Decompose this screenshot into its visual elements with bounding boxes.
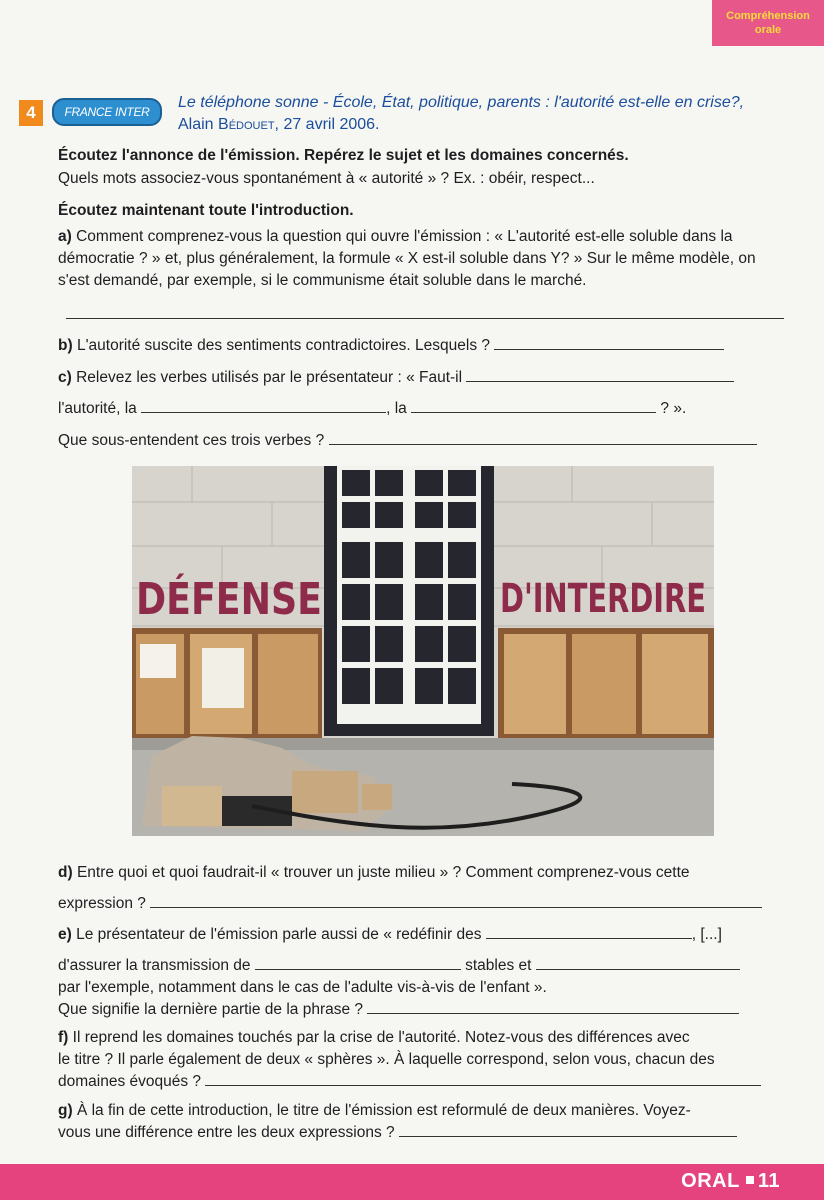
question-c-label: c) — [58, 369, 72, 386]
answer-line-c4[interactable] — [329, 430, 757, 445]
graffiti-left: DÉFENSE — [136, 574, 362, 625]
question-d-label: d) — [58, 864, 73, 881]
answer-line-a[interactable] — [66, 318, 784, 319]
question-e-line4 — [58, 999, 739, 1021]
question-b-text: L'autorité suscite des sentiments contradictoires. Lesquels ? — [76, 337, 491, 354]
right-board-3 — [642, 634, 708, 734]
section-tab-line2: orale — [754, 24, 782, 36]
question-g-line2 — [58, 1122, 737, 1144]
question-c-text2b: , la — [386, 400, 407, 417]
answer-line-c3[interactable] — [411, 398, 656, 413]
question-c-line2 — [58, 398, 686, 420]
question-f-label: f) — [58, 1029, 69, 1046]
poster-left — [140, 644, 176, 678]
question-f-text3: domaines évoqués ? — [58, 1073, 202, 1090]
question-f-text1: Il reprend les domaines touchés par la crise de l'autorité. Notez-vous des différences avec — [72, 1029, 690, 1046]
exercise-source — [178, 114, 380, 135]
answer-line-e4[interactable] — [367, 999, 739, 1014]
question-e-text1a: Le présentateur de l'émission parle aussi de « redéfinir des — [76, 926, 482, 943]
question-c-line3 — [58, 430, 757, 452]
right-board-1 — [504, 634, 566, 734]
graffiti-right: D'INTERDIRE — [500, 576, 706, 622]
answer-line-b[interactable] — [494, 335, 724, 350]
question-a-text: Comment comprenez-vous la question qui ouvre l'émission : « L'autorité est-elle soluble dans la démocratie ? » et, plus généralement, la formule « X est-il soluble dans Y? » Sur le même modèle, on s'est demandé, par exemple, si le communisme était soluble dans le marché. — [58, 228, 756, 289]
answer-line-f[interactable] — [205, 1071, 761, 1086]
question-e-label: e) — [58, 926, 72, 943]
section-tab-line1: Compréhension — [726, 10, 810, 22]
question-c — [58, 367, 734, 389]
question-c-text1: Relevez les verbes utilisés par le présentateur : « Faut-il — [76, 369, 463, 386]
instruction-2: Écoutez maintenant toute l'introduction. — [58, 202, 354, 219]
question-c-text2c: ? ». — [660, 400, 687, 417]
question-g-text1: À la fin de cette introduction, le titre de l'émission est reformulé de deux manières. Voyez- — [76, 1102, 691, 1119]
question-a — [58, 226, 786, 292]
exercise-title: Le téléphone sonne - École, État, politique, parents : l'autorité est-elle en crise?, — [178, 94, 745, 111]
question-e-text1b: , [...] — [691, 926, 722, 943]
question-d-text1: Entre quoi et quoi faudrait-il « trouver un juste milieu » ? Comment comprenez-vous cette — [76, 864, 690, 881]
answer-line-c2[interactable] — [141, 398, 386, 413]
left-board-3 — [258, 634, 318, 734]
question-b-label: b) — [58, 337, 73, 354]
question-c-text3: Que sous-entendent ces trois verbes ? — [58, 432, 325, 449]
answer-line-e1[interactable] — [486, 924, 692, 939]
answer-line-e3[interactable] — [536, 955, 740, 970]
question-f-text2: le titre ? Il parle également de deux « sphères ». À laquelle correspond, selon vous, chacun des — [58, 1051, 715, 1068]
question-f-line3 — [58, 1071, 761, 1093]
section-tab — [712, 0, 824, 46]
question-a-label: a) — [58, 228, 72, 245]
poster-center — [202, 648, 244, 708]
question-g-label: g) — [58, 1102, 73, 1119]
question-e-line2 — [58, 955, 740, 977]
right-board-2 — [572, 634, 636, 734]
footer-label — [681, 1170, 780, 1193]
question-e-text2b: stables et — [465, 957, 532, 974]
answer-line-e2[interactable] — [255, 955, 461, 970]
question-d-text2: expression ? — [58, 895, 146, 912]
instruction-1: Écoutez l'annonce de l'émission. Repérez le sujet et les domaines concernés. — [58, 147, 629, 164]
question-e-text3: par l'exemple, notamment dans le cas de l'adulte vis-à-vis de l'enfant ». — [58, 979, 547, 996]
question-c-text2a: l'autorité, la — [58, 400, 137, 417]
broadcast-date: , 27 avril 2006. — [274, 116, 380, 133]
question-b — [58, 335, 724, 357]
author-first: Alain — [178, 116, 214, 133]
question-e — [58, 924, 722, 946]
graffiti-photo — [132, 466, 714, 836]
answer-line-c1[interactable] — [466, 367, 734, 382]
exercise-number: 4 — [19, 100, 43, 126]
author-last: Bédouet — [218, 116, 275, 133]
answer-line-g[interactable] — [399, 1122, 737, 1137]
footer-section: ORAL — [681, 1170, 740, 1192]
question-f — [58, 1027, 690, 1049]
question-g — [58, 1100, 691, 1122]
question-e-text2a: d'assurer la transmission de — [58, 957, 251, 974]
france-inter-logo: FRANCE INTER — [52, 98, 162, 126]
answer-line-d[interactable] — [150, 893, 762, 908]
footer-square-icon — [746, 1176, 754, 1184]
question-e-text4: Que signifie la dernière partie de la phrase ? — [58, 1001, 364, 1018]
photo-illustration — [132, 466, 714, 836]
instruction-1b: Quels mots associez-vous spontanément à « autorité » ? Ex. : obéir, respect... — [58, 170, 595, 187]
question-d — [58, 862, 690, 884]
page-number: 11 — [757, 1170, 780, 1192]
question-d-line2 — [58, 893, 762, 915]
question-g-text2: vous une différence entre les deux expressions ? — [58, 1124, 395, 1141]
